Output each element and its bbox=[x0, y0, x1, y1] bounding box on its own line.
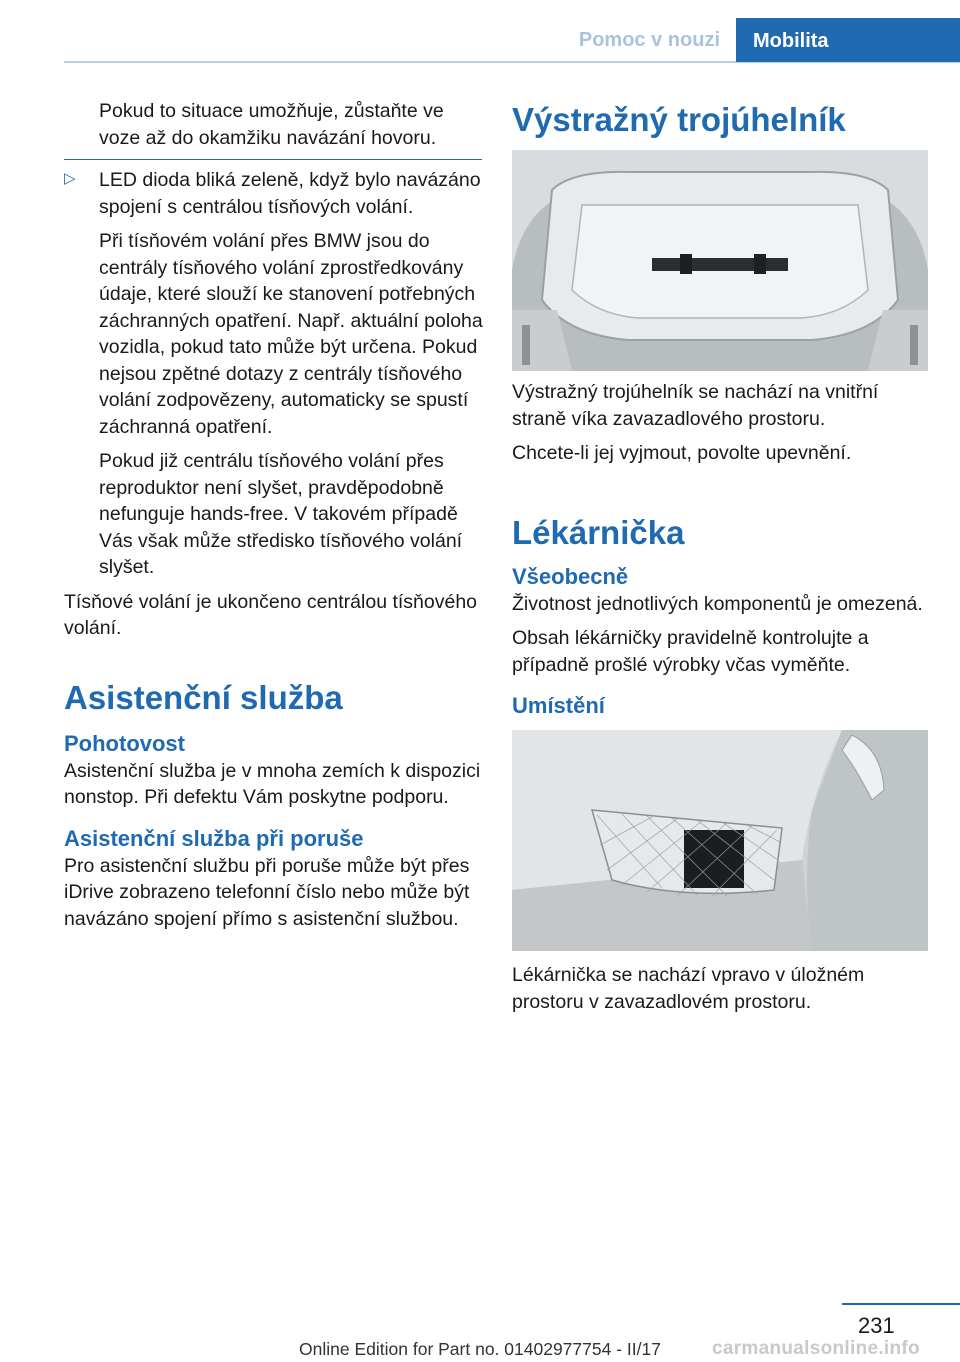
left-column bbox=[64, 98, 484, 940]
heading-asistence-pri-poruse: Asistenční služba při poruše bbox=[64, 825, 364, 851]
trunk-lid-image bbox=[512, 150, 928, 371]
first-aid-kit-image bbox=[512, 730, 928, 951]
bmw-call-paragraph: Při tísňovém volání přes BMW jsou do centrály tísňového volání zprostředkovány údaje, které slouží ke stanovení potřebných záchranných opatření. Např. aktuální poloha vozidla, pokud tato může být určena. Pokud nejsou zpětné dotazy z centrály tísňového volání zodpovězeny, automaticky se spustí záchranná opatření. bbox=[99, 230, 483, 438]
poruse-paragraph: Pro asistenční službu při poruše může být přes iDrive zobrazeno telefonní číslo nebo může být navázáno spojení přímo s asistenční službou. bbox=[64, 854, 470, 930]
bullet-text: LED dioda bliká zeleně, když bylo navázáno spojení s centrálou tísňových volání. bbox=[99, 169, 481, 218]
trojuhelnik-location-paragraph: Výstražný trojúhelník se nachází na vnitřní straně víka zavazadlového prostoru. bbox=[512, 381, 879, 430]
trunk-storage-illustration bbox=[512, 730, 928, 951]
watermark: carmanualsonline.info bbox=[712, 1338, 920, 1359]
heading-vseobecne: Všeobecně bbox=[512, 563, 629, 589]
bullet-divider bbox=[64, 159, 482, 160]
heading-lekarnicka: Lékárnička bbox=[512, 513, 685, 551]
page-number-rule bbox=[842, 1303, 960, 1305]
page-number: 231 bbox=[858, 1313, 895, 1338]
pohotovost-paragraph: Asistenční služba je v mnoha zemích k dispozici nonstop. Při defektu Vám poskytne podporu. bbox=[64, 759, 481, 808]
intro-paragraph: Pokud to situace umožňuje, zůstaňte ve voze až do okamžiku navázání hovoru. bbox=[99, 100, 444, 149]
right-column bbox=[512, 100, 930, 1023]
vseobecne-paragraph-2: Obsah lékárničky pravidelně kontrolujte a případně prošlé výrobky včas vyměňte. bbox=[512, 627, 869, 676]
heading-vystrazny-trojuhelnik: Výstražný trojúhelník bbox=[512, 101, 846, 138]
edition-footer: Online Edition for Part no. 01402977754 - II/17 bbox=[299, 1339, 661, 1359]
lekarnicka-location-paragraph: Lékárnička se nachází vpravo v úložném prostoru v zavazadlovém prostoru. bbox=[512, 964, 865, 1013]
bullet-item bbox=[64, 167, 484, 220]
heading-pohotovost: Pohotovost bbox=[64, 730, 185, 756]
heading-umisteni: Umístění bbox=[512, 693, 605, 718]
vseobecne-paragraph-1: Životnost jednotlivých komponentů je omezená. bbox=[512, 592, 923, 615]
header-chapter-tab[interactable]: Mobilita bbox=[736, 18, 960, 62]
speaker-paragraph: Pokud již centrálu tísňového volání přes reproduktor není slyšet, pravděpodobně nefunguje hands-free. V takovém případě Vás však může středisko tísňového volání slyšet. bbox=[99, 450, 463, 578]
bullet-triangle-icon: ▷ bbox=[64, 170, 76, 187]
trunk-lid-illustration bbox=[512, 150, 928, 371]
header-section-tab[interactable]: Pomoc v nouzi bbox=[578, 29, 720, 51]
heading-asistencni-sluzba: Asistenční služba bbox=[64, 678, 343, 716]
call-end-paragraph: Tísňové volání je ukončeno centrálou tísňového volání. bbox=[64, 590, 478, 639]
trojuhelnik-removal-paragraph: Chcete-li jej vyjmout, povolte upevnění. bbox=[512, 442, 852, 464]
